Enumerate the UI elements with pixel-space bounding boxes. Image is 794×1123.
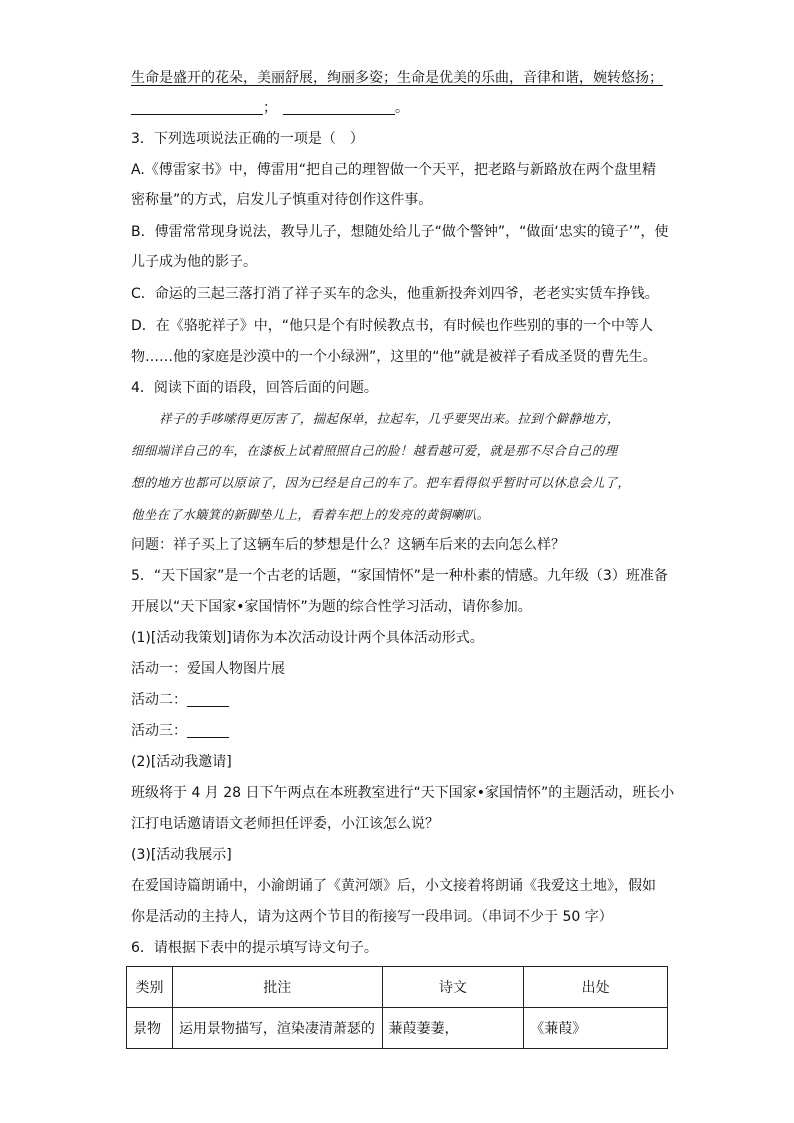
- passage-line: 细细端详自己的车，在漆板上试着照照自己的脸！越看越可爱，就是那不尽合自己的理: [131, 443, 618, 458]
- question-6: 6．请根据下表中的提示填写诗文句子。: [131, 940, 378, 956]
- subquestion-3-text-cont: 你是活动的主持人，请为这两个节目的衔接写一段串词。（串词不少于 50 字）: [131, 909, 613, 925]
- activity-2: [131, 690, 229, 710]
- question-3: 3．下列选项说法正确的一项是（ ）: [131, 131, 364, 147]
- answer-blank[interactable]: [187, 692, 229, 707]
- table-cell: 景物: [127, 1008, 173, 1049]
- question-4: 4．阅读下面的语段，回答后面的问题。: [131, 380, 378, 396]
- table-cell[interactable]: 蒹葭萋萋，: [382, 1008, 524, 1049]
- text-line: 生命是盛开的花朵，美丽舒展，绚丽多姿；生命是优美的乐曲，音律和谐，婉转悠扬；: [131, 70, 663, 86]
- question-4-prompt: 问题：祥子买上了这辆车后的梦想是什么？这辆车后来的去向怎么样？: [131, 537, 565, 553]
- subquestion-3-text: 在爱国诗篇朗诵中，小渝朗诵了《黄河颂》后，小文接着将朗诵《我爱这土地》，假如: [131, 878, 656, 894]
- question-5-cont: 开展以“天下国家•家国情怀”为题的综合性学习活动，请你参加。: [131, 599, 532, 615]
- table-row: [127, 1008, 668, 1049]
- activity-1: 活动一：爱国人物图片展: [131, 661, 285, 677]
- option-d-cont: 物……他的家庭是沙漠中的一个小绿洲”，这里的“他”就是被祥子看成圣贤的曹先生。: [131, 349, 657, 365]
- table-header: 批注: [172, 967, 382, 1008]
- subquestion-1: (1)[活动我策划]请你为本次活动设计两个具体活动形式。: [131, 630, 484, 646]
- table-header: 类别: [127, 967, 173, 1008]
- table-header-row: [127, 967, 668, 1008]
- activity-3-label: 活动三：: [131, 723, 187, 739]
- table-header: 诗文: [382, 967, 524, 1008]
- subquestion-3: (3)[活动我展示]: [131, 847, 232, 863]
- option-b: B．傅雷常常现身说法，教导儿子，想随处给儿子“做个警钟”，“做面‘忠实的镜子’”，使: [131, 224, 669, 240]
- subquestion-2-text: 班级将于 4 月 28 日下午两点在本班教室进行“天下国家•家国情怀”的主题活动，班长小: [131, 785, 675, 801]
- answer-blank[interactable]: [187, 723, 229, 738]
- option-c: C．命运的三起三落打消了祥子买车的念头，他重新投奔刘四爷，老老实实赁车挣钱。: [131, 286, 659, 302]
- activity-3: [131, 721, 229, 741]
- table-cell: 运用景物描写，渲染凄清萧瑟的: [172, 1008, 382, 1049]
- answer-blank[interactable]: [283, 100, 395, 115]
- passage-line: 祥子的手哆嗦得更厉害了，揣起保单，拉起车，几乎要哭出来。拉到个僻静地方，: [159, 411, 620, 426]
- question-5: 5．“天下国家”是一个古老的话题，“家国情怀”是一种朴素的情感。九年级（3）班准备: [131, 568, 668, 584]
- activity-2-label: 活动二：: [131, 692, 187, 708]
- option-a-cont: 密称量”的方式，启发儿子慎重对待创作这件事。: [131, 192, 433, 208]
- option-b-cont: 儿子成为他的影子。: [131, 254, 257, 270]
- option-d: D．在《骆驼祥子》中，“他只是个有时候教点书，有时候也作些别的事的一个中等人: [131, 318, 654, 334]
- passage-line: 想的地方也都可以原谅了，因为已经是自己的车了。把车看得似乎暂时可以休息会儿了，: [131, 475, 631, 490]
- passage-line: 他坐在了水簸箕的新脚垫儿上，看着车把上的发亮的黄铜喇叭。: [131, 507, 490, 522]
- answer-blank[interactable]: [131, 100, 263, 115]
- subquestion-2: (2)[活动我邀请]: [131, 754, 232, 770]
- table-header: 出处: [524, 967, 668, 1008]
- subquestion-2-text-cont: 江打电话邀请语文老师担任评委，小江该怎么说？: [131, 816, 439, 832]
- option-a: A.《傅雷家书》中，傅雷用“把自己的理智做一个天平，把老路与新路放在两个盘里精: [131, 162, 657, 178]
- table-cell: 《蒹葭》: [524, 1008, 668, 1049]
- separator: ；: [263, 100, 277, 116]
- poetry-table: [126, 966, 668, 1049]
- period: 。: [395, 100, 409, 116]
- fill-line: [131, 98, 409, 118]
